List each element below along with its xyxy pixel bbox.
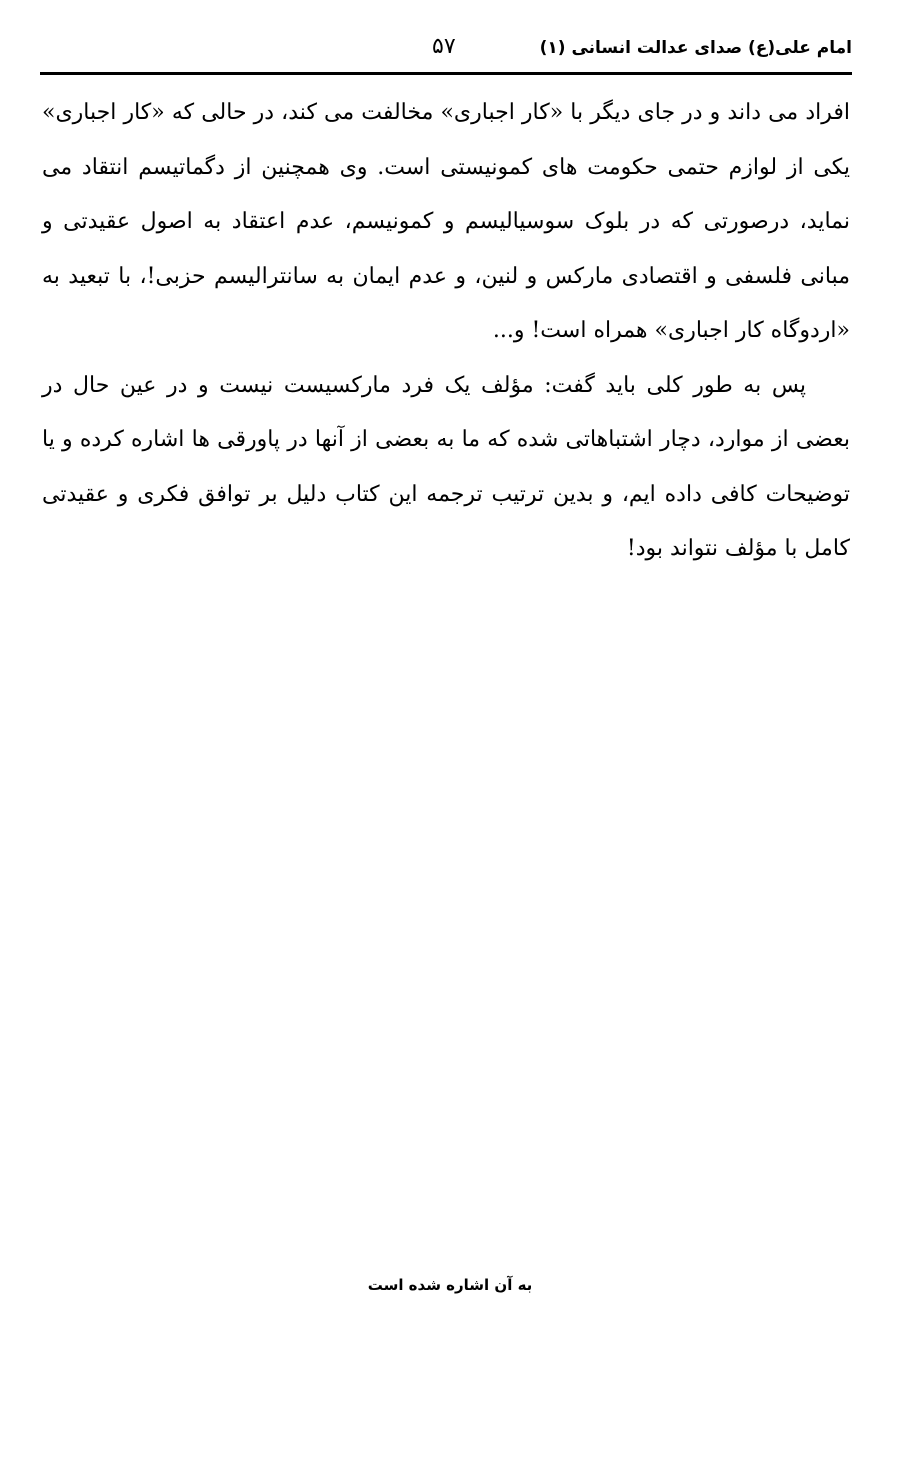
page-header [40, 30, 852, 74]
page-number: ۵۷ [432, 34, 456, 59]
header-divider [40, 72, 852, 75]
book-title: امام علی(ع) صدای عدالت انسانی (۱) [539, 38, 852, 58]
paragraph-2: پس به طور کلی باید گفت: مؤلف یک فرد مارکسیست نیست و در عین حال در بعضی از موارد، دچار اشتباهاتی شده که ما به بعضی از آنها در پاورقی ها اشاره کرده و یا توضیحات کافی داده ایم، و بدین ترتیب ترجمه این کتاب دلیل بر توافق فکری و عقیدتی کامل با مؤلف نتواند بود! [42, 372, 850, 561]
footnote-text: به آن اشاره شده است [367, 1276, 533, 1294]
page-body [42, 86, 850, 577]
paragraph-1: افراد می داند و در جای دیگر با «کار اجباری» مخالفت می کند، در حالی که «کار اجباری» یکی از لوازم حتمی حکومت های کمونیستی است. وی همچنین از دگماتیسم انتقاد می نماید، درصورتی که در بلوک سوسیالیسم و کمونیسم، عدم اعتقاد به اصول عقیدتی و مبانی فلسفی و اقتصادی مارکس و لنین، و عدم ایمان به سانترالیسم حزبی!، با تبعید به «اردوگاه کار اجباری» همراه است! و... [42, 100, 850, 343]
